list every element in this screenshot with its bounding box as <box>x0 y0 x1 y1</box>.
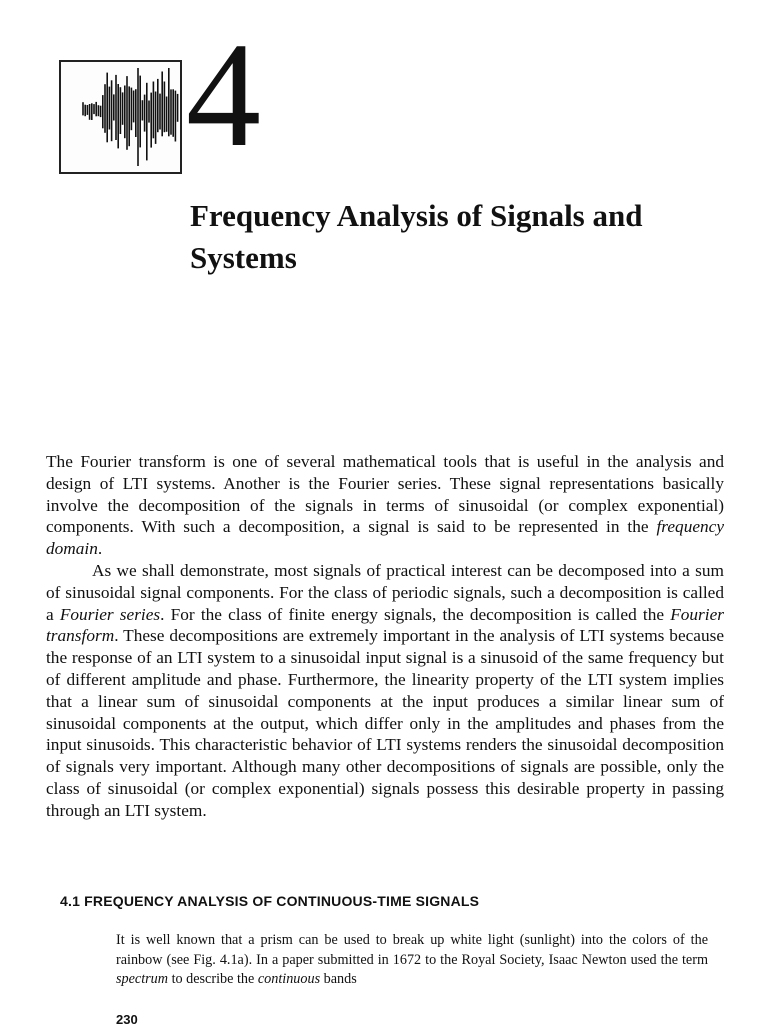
waveform-icon <box>61 62 180 172</box>
page-number: 230 <box>116 1012 138 1027</box>
chapter-emblem <box>59 60 182 174</box>
chapter-title: Frequency Analysis of Signals and Systems <box>190 198 643 275</box>
intro-paragraph-1: The Fourier transform is one of several mathematical tools that is useful in the analysis and design of LTI systems. Another is the Fourier series. These signal representations basically involve the decomposition of the signals in terms of sinusoidal (or complex exponential) components. With such a decomposition, a signal is said to be represented in the frequency domain. <box>46 452 724 559</box>
section-paragraph-1: It is well known that a prism can be used to break up white light (sunlight) into the colors of the rainbow (see Fig. 4.1a). In a paper submitted in 1672 to the Royal Society, Isaac Newton used the term spectrum to describe the continuous bands <box>116 932 708 987</box>
chapter-number: 4 <box>186 12 259 178</box>
section-heading: 4.1 FREQUENCY ANALYSIS OF CONTINUOUS-TIME SIGNALS <box>60 893 480 909</box>
intro-paragraph-2: As we shall demonstrate, most signals of practical interest can be decomposed into a sum of sinusoidal signal components. For the class of periodic signals, such a decomposition is called a Fourier series. For the class of finite energy signals, the decomposition is called the Fourier transform. These decompositions are extremely important in the analysis of LTI systems because the response of an LTI system to a sinusoidal input signal is a sinusoid of the same frequency but of different amplitude and phase. Furthermore, the linearity property of the LTI system implies that a linear sum of sinusoidal components at the input produces a similar linear sum of sinusoidal components at the output, which differ only in the amplitudes and phases from the input sinusoids. This characteristic behavior of LTI systems renders the sinusoidal decomposition of signals very important. Although many other decompositions of signals are possible, only the class of sinusoidal (or complex exponential) signals possess this desirable property in passing through an LTI system. <box>46 560 724 820</box>
intro-text <box>46 451 724 822</box>
